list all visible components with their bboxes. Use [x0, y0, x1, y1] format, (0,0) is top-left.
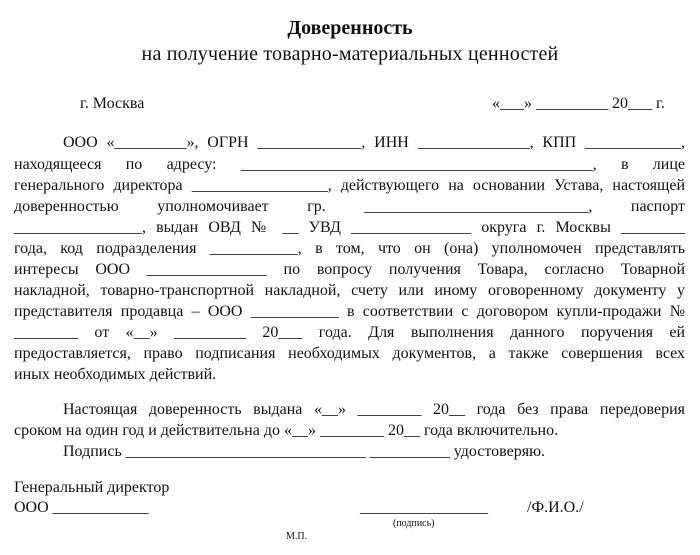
body-line: находящееся по адресу: ____________________________________________, в лице — [14, 156, 685, 173]
signer-position: Генеральный директор — [14, 479, 170, 496]
body-line: года, код подразделения ___________, в том, что он (она) уполномочен представлять — [14, 240, 685, 257]
body-line: ООО «_________», ОГРН _____________, ИНН ______________, КПП ____________, — [63, 134, 685, 151]
document-date: «___» _________ 20___ г. — [492, 95, 665, 112]
signature-caption: (подпись) — [393, 518, 435, 529]
full-name-placeholder: /Ф.И.О./ — [527, 499, 584, 516]
validity-line: Настоящая доверенность выдана «__» ________ 20__ года без права передоверия — [63, 401, 685, 418]
body-line: ________ от «__» _________ 20___ года. Для выполнения данного поручения ей — [14, 324, 685, 341]
city: г. Москва — [80, 95, 145, 112]
document-title: Доверенность — [287, 17, 413, 39]
body-line: иных необходимых действий. — [14, 366, 217, 383]
signature-certification: Подпись ______________________________ __________ удостоверяю. — [63, 443, 546, 460]
stamp-place: М.П. — [286, 531, 308, 542]
body-line: представителя продавца – ООО ___________ в соответствии с договором купли-продажи № — [14, 303, 685, 320]
signature-line: ________________ — [360, 499, 488, 516]
body-line: предоставляется, право подписания необходимых документов, а также совершения всех — [14, 345, 685, 362]
body-line: ________________, выдан ОВД № __ УВД _______________ округа г. Москвы ________ — [14, 219, 685, 236]
body-line: накладной, товарно-транспортной накладной, счету или иному оговоренному документу у — [14, 282, 685, 299]
document-subtitle: на получение товарно-материальных ценностей — [141, 43, 559, 65]
body-line: генерального директора _________________, действующего на основании Устава, настоящей — [14, 177, 685, 194]
body-line: доверенностью уполномочивает гр. ____________________________, паспорт — [14, 198, 685, 215]
signer-organization: ООО ____________ — [14, 499, 149, 516]
body-line: интересы ООО _______________ по вопросу получения Товара, согласно Товарной — [14, 261, 685, 278]
validity-line: сроком на один год и действительна до «__» ________ 20__ года включительно. — [14, 422, 559, 439]
